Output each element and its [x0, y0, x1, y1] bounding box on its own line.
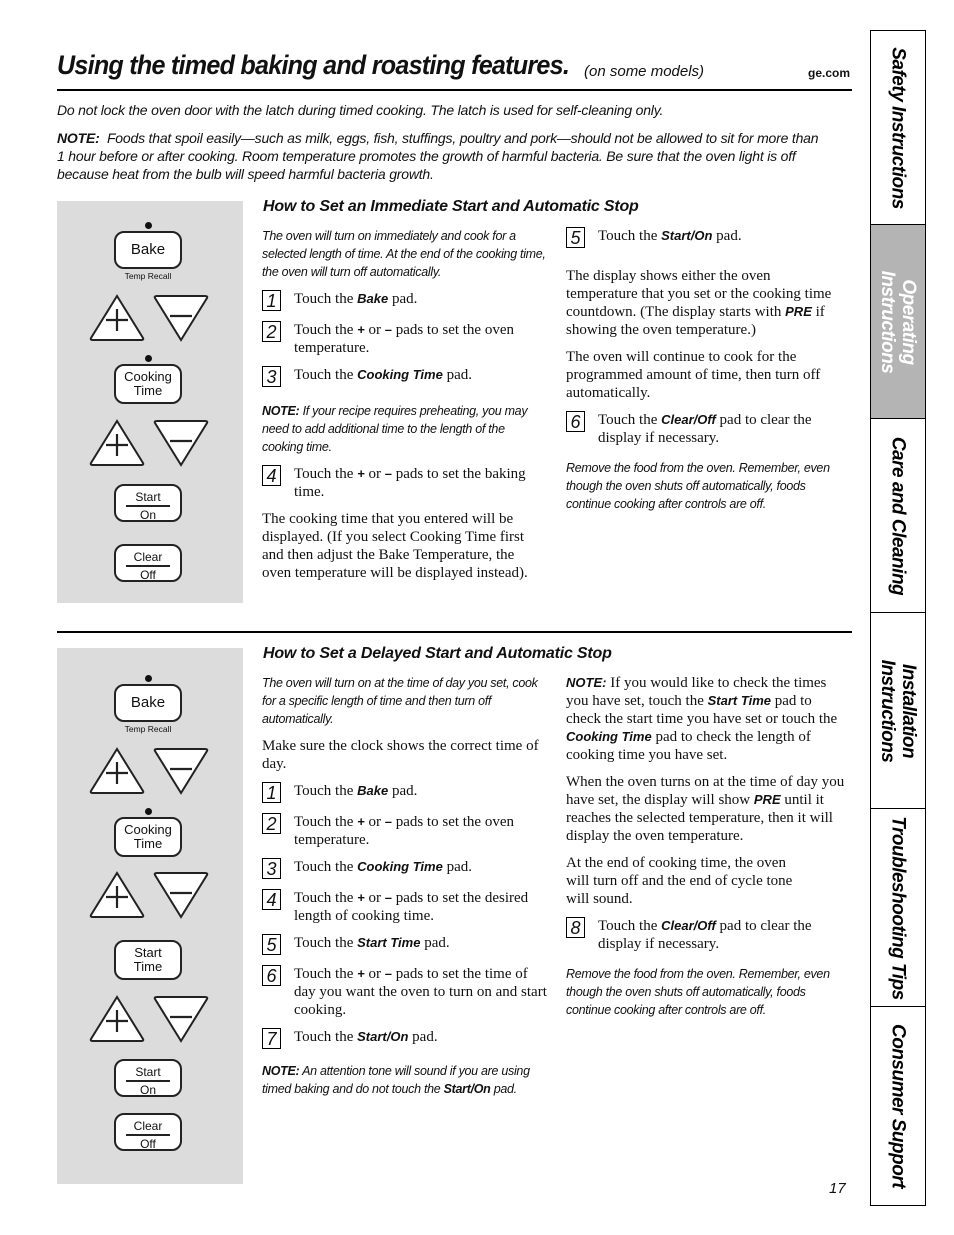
step-text: pad.: [442, 367, 472, 383]
clear-off-pad[interactable]: [114, 1113, 182, 1151]
tab-label: Care and Cleaning: [887, 436, 909, 595]
step-1: [262, 782, 547, 804]
tab-operating-instructions[interactable]: [871, 225, 925, 419]
note-text: pad to check the start time you have set or touch the: [566, 693, 838, 727]
step-8: [566, 917, 848, 953]
page-title: [57, 50, 852, 90]
step-text: pad.: [388, 291, 418, 307]
step-text: pad.: [408, 1029, 438, 1045]
cooking-label: Cooking: [124, 369, 172, 384]
plus-pad[interactable]: [89, 871, 145, 919]
note-text: Foods that spoil easily—such as milk, eggs, fish, stuffings, poultry and pork—should not be allowed to sit for more than 1 hour before or after cooking. Room temperature promotes the growth of harmful bacteria. Be sure that the oven light is off because heat from the bulb will speed harmful bacteria growth.: [57, 130, 819, 182]
step-keyword: +: [357, 890, 365, 905]
bake-pad-label: Bake: [130, 241, 166, 258]
step-keyword: Clear/Off: [661, 412, 716, 427]
step-5: [262, 934, 547, 956]
minus-pad[interactable]: [153, 294, 209, 342]
start-label: Start: [135, 1065, 161, 1079]
closing-note: Remove the food from the oven. Remember, even though the oven shuts off automatically, foods continue cooking after controls are off.: [566, 461, 830, 511]
note-keyword: Start/On: [443, 1082, 491, 1096]
step-number: 1: [262, 782, 281, 803]
step-number: 4: [262, 465, 281, 486]
section-heading-delayed: How to Set a Delayed Start and Automatic Stop: [263, 645, 612, 662]
check-times-note: [566, 674, 848, 764]
clear-label: Clear: [133, 550, 163, 564]
note-text: An attention tone will sound if you are using timed baking and do not touch the: [262, 1064, 530, 1096]
step-3: [262, 366, 547, 388]
latch-warning: Do not lock the oven door with the latch during timed cooking. The latch is used for self-cleaning only.: [57, 102, 664, 118]
note-keyword: Start Time: [707, 693, 771, 708]
step-text: Touch the: [294, 859, 358, 875]
plus-pad[interactable]: [89, 747, 145, 795]
on-label: On: [139, 507, 156, 522]
step-keyword: Cooking Time: [357, 859, 443, 874]
step-4: [262, 889, 547, 925]
indicator-light: [145, 808, 152, 815]
step-6: [566, 411, 836, 447]
step-text: Touch the: [294, 783, 358, 799]
tab-installation-instructions[interactable]: [871, 613, 925, 809]
section-lead: The oven will turn on immediately and cook for a selected length of time. At the end of the cooking time, the oven will turn off automatically.: [262, 229, 546, 279]
clock-info: Make sure the clock shows the correct time of day.: [262, 738, 539, 772]
time-label: Time: [133, 959, 163, 974]
step-keyword: –: [384, 890, 392, 905]
step-text: or: [364, 466, 385, 482]
display-countdown-info: [566, 267, 836, 339]
clear-off-pad[interactable]: [114, 544, 182, 582]
step-text: Touch the: [598, 918, 662, 934]
note-text: If your recipe requires preheating, you may need to add additional time to the length of the cooking time.: [262, 404, 528, 454]
step-text: pads to set the baking time.: [294, 466, 526, 500]
indicator-light: [145, 222, 152, 229]
step-number: 8: [566, 917, 585, 938]
page-title-text: Using the timed baking and roasting features.: [57, 50, 570, 80]
step-number: 1: [262, 290, 281, 311]
bake-pad-label: Bake: [130, 694, 166, 711]
note-label: NOTE:: [57, 130, 100, 146]
immediate-left-column: [262, 227, 547, 591]
note-keyword: Cooking Time: [566, 729, 652, 744]
step-text: pad.: [442, 859, 472, 875]
tab-label: [877, 270, 919, 373]
step-text: or: [364, 966, 385, 982]
section-lead: The oven will turn on at the time of day you set, cook for a specific length of time and then turn off automatically.: [262, 676, 538, 726]
attention-tone-note: [262, 1062, 547, 1098]
delayed-right-column: [566, 674, 848, 1028]
cooking-time-pad[interactable]: [114, 817, 182, 857]
step-keyword: Bake: [357, 783, 389, 798]
step-6: [262, 965, 547, 1019]
step-2: [262, 321, 547, 357]
start-on-pad[interactable]: [114, 1059, 182, 1097]
step-text: pads to set the time of day you want the oven to turn on and start cooking.: [294, 966, 547, 1018]
minus-pad[interactable]: [153, 871, 209, 919]
step-keyword: Start/On: [661, 228, 713, 243]
time-label: Time: [133, 383, 163, 398]
step-text: Touch the: [598, 412, 662, 428]
step-text: pads to set the desired length of cooking time.: [294, 890, 529, 924]
step-text: Touch the: [598, 228, 662, 244]
step-number: 6: [566, 411, 585, 432]
step-number: 5: [262, 934, 281, 955]
note-label: NOTE:: [566, 675, 607, 690]
website-link[interactable]: ge.com: [807, 66, 850, 80]
step-number: 3: [262, 858, 281, 879]
step-text: or: [364, 814, 385, 830]
tab-label: Consumer Support: [887, 1023, 909, 1188]
step-number: 5: [566, 227, 585, 248]
tab-consumer-support[interactable]: [871, 1007, 925, 1204]
indicator-light: [145, 355, 152, 362]
title-divider: [57, 89, 852, 91]
step-5: [566, 227, 836, 249]
step-keyword: –: [384, 814, 392, 829]
para-keyword: PRE: [785, 304, 812, 319]
display-info: The cooking time that you entered will be displayed. (If you select Cooking Time first and then adjust the Bake Temperature, the oven temperature will be displayed instead).: [262, 511, 528, 581]
step-number: 3: [262, 366, 281, 387]
step-keyword: Bake: [357, 291, 389, 306]
immediate-right-column: [566, 227, 836, 522]
step-text: Touch the: [294, 322, 358, 338]
preheat-note: [262, 402, 547, 456]
off-label: Off: [140, 1136, 156, 1151]
tab-label-line: Installation: [898, 663, 919, 758]
start-on-pad[interactable]: [114, 484, 182, 522]
bake-pad[interactable]: [114, 231, 182, 269]
closing-note: Remove the food from the oven. Remember, even though the oven shuts off automatically, foods continue cooking after controls are off.: [566, 967, 830, 1017]
step-keyword: Cooking Time: [357, 367, 443, 382]
cooking-time-pad[interactable]: [114, 364, 182, 404]
tab-care-and-cleaning[interactable]: [871, 419, 925, 613]
pre-display-info: [566, 773, 848, 845]
tab-label-line: Instructions: [877, 270, 898, 373]
tab-safety-instructions[interactable]: [871, 31, 925, 225]
step-text: Touch the: [294, 291, 358, 307]
step-keyword: +: [357, 814, 365, 829]
step-keyword: +: [357, 966, 365, 981]
step-text: pad to clear the display if necessary.: [598, 412, 812, 446]
step-keyword: –: [384, 466, 392, 481]
step-text: or: [364, 890, 385, 906]
indicator-light: [145, 675, 152, 682]
step-3: [262, 858, 547, 880]
step-keyword: –: [384, 966, 392, 981]
step-number: 2: [262, 813, 281, 834]
tab-label: Safety Instructions: [887, 46, 909, 209]
step-text: or: [364, 322, 385, 338]
on-label: On: [139, 1082, 156, 1097]
start-time-pad[interactable]: [114, 940, 182, 980]
step-keyword: Start Time: [357, 935, 421, 950]
minus-pad[interactable]: [153, 747, 209, 795]
page-number: 17: [829, 1180, 846, 1197]
para-text: When the oven turns on at the time of day you have set, the display will show: [566, 774, 845, 808]
plus-pad[interactable]: [89, 995, 145, 1043]
step-7: [262, 1028, 547, 1050]
clear-label: Clear: [133, 1119, 163, 1133]
para-text: The display shows either the oven temperature that you set or the cooking time countdown. (The display starts with: [566, 268, 832, 320]
step-keyword: –: [384, 322, 392, 337]
tab-label: [877, 659, 919, 762]
step-number: 2: [262, 321, 281, 342]
end-of-cycle-info: At the end of cooking time, the oven will turn off and the end of cycle tone will sound.: [566, 855, 793, 907]
step-keyword: Clear/Off: [661, 918, 716, 933]
tab-troubleshooting-tips[interactable]: [871, 809, 925, 1007]
section-divider: [57, 631, 852, 633]
time-label: Time: [133, 836, 163, 851]
note-text: If you would like to check the times you have set, touch the: [566, 675, 827, 709]
step-1: [262, 290, 547, 312]
section-heading-immediate: How to Set an Immediate Start and Automatic Stop: [263, 198, 639, 215]
step-keyword: +: [357, 466, 365, 481]
para-text: until it reaches the selected temperature, then it will display the oven temperature.: [566, 792, 833, 844]
note-label: NOTE:: [262, 404, 300, 418]
note-text: pad.: [490, 1082, 517, 1096]
step-text: pad.: [712, 228, 742, 244]
step-4: [262, 465, 547, 501]
minus-pad[interactable]: [153, 995, 209, 1043]
para-keyword: PRE: [753, 792, 781, 807]
tab-label-line: Instructions: [877, 659, 898, 762]
step-text: Touch the: [294, 1029, 358, 1045]
para-text: if showing the oven temperature.): [566, 304, 825, 338]
tab-label: Troubleshooting Tips: [887, 815, 909, 1000]
step-text: Touch the: [294, 935, 358, 951]
step-number: 4: [262, 889, 281, 910]
step-text: Touch the: [294, 466, 358, 482]
step-keyword: Start/On: [357, 1029, 409, 1044]
plus-pad[interactable]: [89, 419, 145, 467]
step-text: pad.: [420, 935, 450, 951]
step-number: 6: [262, 965, 281, 986]
step-text: pads to set the oven temperature.: [294, 322, 514, 356]
section-tabs: [870, 30, 926, 1206]
delayed-left-column: [262, 674, 547, 1107]
food-safety-note: [57, 129, 827, 183]
note-label: NOTE:: [262, 1064, 300, 1078]
continue-cook-info: The oven will continue to cook for the programmed amount of time, then turn off automatically.: [566, 349, 821, 401]
page-subtitle: (on some models): [584, 63, 705, 80]
temp-recall-label: Temp Recall: [124, 271, 172, 281]
start-label: Start: [135, 490, 161, 504]
plus-pad[interactable]: [89, 294, 145, 342]
step-text: pad.: [388, 783, 418, 799]
step-2: [262, 813, 547, 849]
step-text: Touch the: [294, 367, 358, 383]
step-text: pads to set the oven temperature.: [294, 814, 514, 848]
step-text: Touch the: [294, 966, 358, 982]
cooking-label: Cooking: [124, 822, 172, 837]
note-text: pad to check the length of cooking time you have set.: [566, 729, 811, 763]
off-label: Off: [140, 567, 156, 582]
temp-recall-label: Temp Recall: [124, 724, 172, 734]
step-keyword: +: [357, 322, 365, 337]
step-text: Touch the: [294, 890, 358, 906]
step-text: pad to clear the display if necessary.: [598, 918, 812, 952]
step-text: Touch the: [294, 814, 358, 830]
bake-pad[interactable]: [114, 684, 182, 722]
minus-pad[interactable]: [153, 419, 209, 467]
start-label: Start: [134, 945, 162, 960]
tab-label-line: Operating: [898, 278, 919, 365]
step-number: 7: [262, 1028, 281, 1049]
